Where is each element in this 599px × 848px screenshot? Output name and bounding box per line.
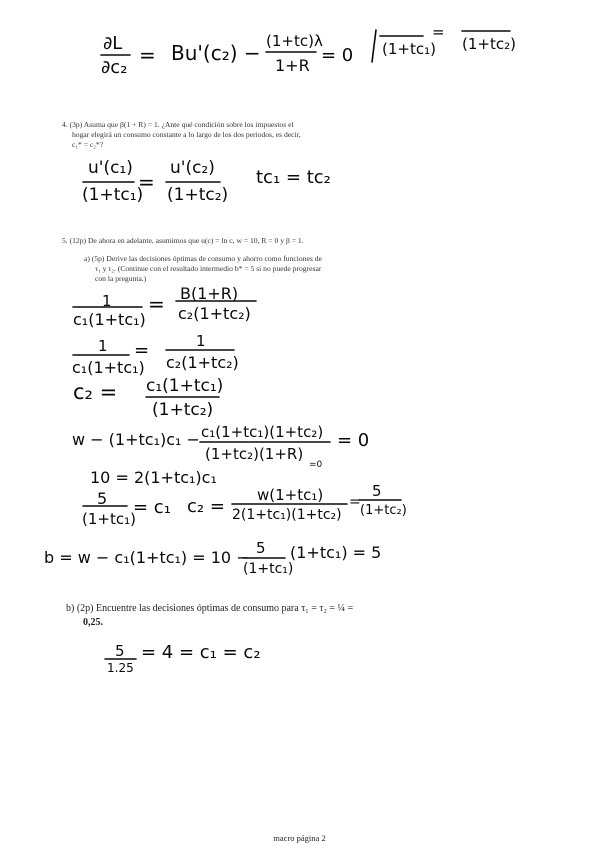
hw-q5a-l1-rden: c₂(1+tc₂) [178, 304, 251, 323]
q5a-text-line2: τ₁ y τ₂. (Continue con el resultado intermedio b* = 5 si no puede progresar [95, 264, 322, 273]
q5b-text-line1: b) (2p) Encuentre las decisiones óptimas de consumo para τ₁ = τ₂ = ¼ = [66, 603, 354, 614]
hw-q4-rhs-num: u'(c₂) [170, 158, 215, 178]
q5a-text-line1: a) (5p) Derive las decisiones óptimas de consumo y ahorro como funciones de [84, 254, 322, 263]
hw-q5a-l2-den: c₁(1+tc₁) [72, 358, 145, 377]
hw-q5a-l2-rnum: 1 [196, 332, 206, 350]
hw-top-frac1-num: ∂L [103, 33, 123, 54]
q4-text-line3: c₁* = c₂*? [72, 140, 104, 149]
hw-q5a-l1-rnum: B(1+R) [180, 284, 239, 303]
hw-q5a-l4-sub: =0 [309, 460, 323, 470]
hw-q5a-l6-eq2: = [349, 494, 361, 510]
hw-q5a-l1-den: c₁(1+tc₁) [73, 310, 146, 329]
q4-text-line1: 4. (3p) Asuma que β(1 + R) = 1. ¿Ante qué condición sobre los impuestos el [62, 120, 294, 129]
hw-q5b-num: 5 [115, 642, 125, 660]
q5-text-line1: 5. (12p) De ahora en adelante, asumimos que u(c) = ln c, w = 10, R = 0 y β = 1. [62, 236, 304, 245]
hw-q5a-l7-num: 5 [256, 539, 266, 557]
hw-top-frac1-den: ∂c₂ [101, 57, 128, 78]
hw-q5a-l2-eq: = [134, 340, 150, 361]
hw-top-eq: = [139, 43, 156, 67]
hw-q5a-l5: 10 = 2(1+tc₁)c₁ [90, 468, 217, 487]
hw-top-frac2-den: 1+R [275, 56, 310, 75]
page-footer: macro página 2 [273, 833, 326, 843]
divider-stroke [372, 30, 376, 62]
hw-q5a-l6-c2: c₂ = [187, 496, 225, 517]
hw-q5a-l4-lhs: w − (1+tc₁)c₁ − [72, 430, 200, 449]
hw-q5a-l1-eq: = [148, 292, 165, 316]
hw-top-term1: Bu'(c₂) − [171, 41, 261, 65]
hw-q5b-den: 1.25 [107, 661, 134, 675]
hw-q4-lhs-num: u'(c₁) [88, 158, 133, 178]
hw-q5a-l3-lhs: c₂ = [73, 380, 118, 404]
q4-text-line2: hogar elegirá un consumo constante a lo largo de los dos periodos, es decir, [72, 130, 301, 139]
hw-q5a-l6-num2: w(1+tc₁) [257, 486, 324, 504]
hw-q5a-l4-den: (1+tc₂)(1+R) [205, 445, 304, 463]
q5a-text-line3: con la pregunta.) [95, 274, 147, 283]
q5b-text-line2: 0,25. [83, 617, 103, 628]
hw-q5a-l2-rden: c₂(1+tc₂) [166, 353, 239, 372]
hw-q5a-l6-den: (1+tc₁) [82, 510, 136, 528]
hw-q5a-l3-den: (1+tc₂) [152, 400, 214, 420]
hw-q5a-l3-num: c₁(1+tc₁) [146, 376, 224, 396]
hw-top-frac4-den: (1+tc₂) [462, 35, 516, 53]
hw-top-rest: = 0 [321, 45, 354, 66]
hw-top-eq2: = [432, 23, 445, 41]
hw-q5a-l1-num: 1 [102, 292, 112, 310]
hw-q5a-l6-num3: 5 [372, 482, 382, 500]
hw-q5a-l7-den: (1+tc₁) [243, 561, 294, 577]
hw-q4-rhs-den: (1+tc₂) [167, 185, 229, 205]
hw-q5a-l6-eq: = c₁ [133, 497, 171, 518]
hw-q5b-rest: = 4 = c₁ = c₂ [141, 642, 261, 663]
hw-q5a-l7-lhs: b = w − c₁(1+tc₁) = 10 − [44, 548, 250, 567]
hw-q5a-l2-num: 1 [98, 337, 108, 355]
hw-q4-result: tc₁ = tc₂ [256, 167, 331, 188]
hw-top-frac2-num: (1+tc)λ [266, 32, 323, 50]
hw-q5a-l6-den2: 2(1+tc₁)(1+tc₂) [232, 507, 342, 523]
hw-q5a-l6-den3: (1+tc₂) [360, 503, 407, 518]
hw-top-frac3-den: (1+tc₁) [382, 40, 436, 58]
hw-q4-eq: = [138, 170, 155, 194]
hw-q5a-l4-num: c₁(1+tc₁)(1+tc₂) [201, 423, 324, 441]
hw-q5a-l6-num: 5 [97, 489, 108, 508]
hw-q4-lhs-den: (1+tc₁) [82, 185, 144, 205]
hw-q5a-l4-rhs: = 0 [337, 430, 370, 451]
hw-q5a-l7-rhs: (1+tc₁) = 5 [290, 543, 382, 562]
